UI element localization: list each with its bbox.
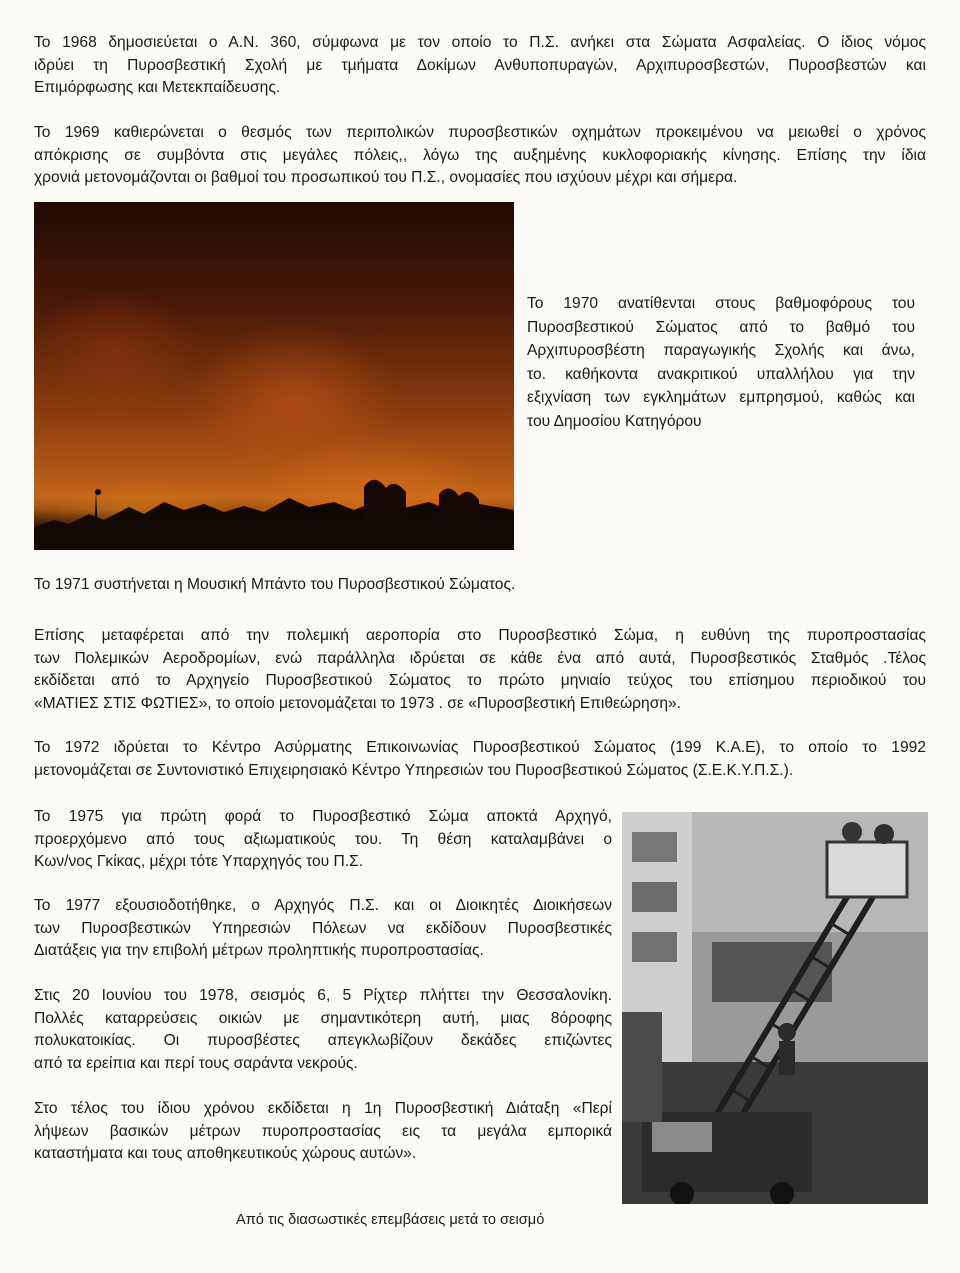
paragraph-1968	[34, 32, 926, 100]
forest-fire-photo	[34, 202, 514, 550]
paragraph-1978	[34, 985, 612, 1075]
line: Στις 20 Ιουνίου του 1978, σεισμός 6, 5 Ρίχτερ πλήττει την Θεσσαλονίκη.	[34, 987, 612, 1004]
line: πολυκατοικίας. Οι πυροσβέστες απεγκλωβίζουν δεκάδες επιζώντες	[34, 1032, 612, 1049]
paragraph-1971	[34, 574, 926, 597]
line: Το 1971 συστήνεται η Μουσική Μπάντο του Πυροσβεστικού Σώματος.	[34, 576, 516, 593]
line: εξιχνίαση των εγκλημάτων εμπρησμού, καθώς και	[527, 389, 915, 406]
line: το. καθήκοντα ανακριτικού υπαλλήλου για την	[527, 365, 915, 383]
line: των Πυροσβεστικών Υπηρεσιών Πόλεων να εκδίδουν Πυροσβεστικές	[34, 919, 612, 937]
line: μετονομάζεται σε Συντονιστικό Επιχειρησιακό Κέντρο Υπηρεσιών του Πυροσβεστικού Σώματος (Σ.Ε.Κ.Υ.Π.Σ.).	[34, 761, 794, 779]
line: των Πολεμικών Αεροδρομίων, ενώ παράλληλα ιδρύεται σε κάθε ένα από αυτά, Πυροσβεστικός Σταθμός .Τέλος	[34, 649, 926, 667]
paragraph-1970	[527, 292, 915, 433]
line: Πολλές καταρρεύσεις οικιών με σημαντικότερη αυτή, μιας 8όροφης	[34, 1009, 612, 1027]
line: καταστήματα και τους αποθηκευτικούς χώρους αυτών».	[34, 1145, 417, 1162]
line: Το 1975 για πρώτη φορά το Πυροσβεστικό Σώμα αποκτά Αρχηγό,	[34, 808, 612, 825]
line: Στο τέλος του ίδιου χρόνου εκδίδεται η 1η Πυροσβεστική Διάταξη «Περί	[34, 1100, 612, 1117]
line: Το 1968 δημοσιεύεται ο Α.Ν. 360, σύμφωνα με τον οποίο το Π.Σ. ανήκει στα Σώματα Ασφαλείας. Ο ίδιος νόμος	[34, 34, 926, 51]
line: λήψεων βασικών μέτρων πυροπροστασίας εις τα μεγάλα εμπορικά	[34, 1122, 612, 1140]
line: από τα ερείπια και περί τους σαράντα νεκρούς.	[34, 1054, 358, 1072]
earthquake-rescue-photo	[622, 812, 928, 1204]
line: Επιμόρφωσης και Μετεκπαίδευσης.	[34, 79, 281, 96]
paragraph-1969	[34, 122, 926, 190]
line: Διατάξεις για την επιβολή μέτρων προληπτικής πυροπροστασίας.	[34, 942, 484, 959]
line: απόκρισης σε συμβόντα στις μεγάλες πόλεις,, λόγω της αυξημένης κυκλοφοριακής κίνησης. Επίσης την ίδια	[34, 146, 926, 164]
line: «ΜΑΤΙΕΣ ΣΤΙΣ ΦΩΤΙΕΣ», το οποίο μετονομάζεται το 1973 . σε «Πυροσβεστική Επιθεώρηση».	[34, 694, 682, 712]
photo-caption: Από τις διασωστικές επεμβάσεις μετά το σεισμό	[236, 1212, 545, 1228]
line: Κων/νος Γκίκας, μέχρι τότε Υπαρχηγός του Π.Σ.	[34, 853, 364, 870]
line: Το 1972 ιδρύεται το Κέντρο Ασύρματης Επικοινωνίας Πυροσβεστικού Σώματος (199 Κ.Α.Ε), το οποίο το 1992	[34, 739, 926, 756]
paragraph-also	[34, 625, 926, 715]
tree-silhouettes	[34, 202, 514, 550]
line: προερχόμενο από τους αξιωματικούς του. Τη θέση καταλαμβάνει ο	[34, 830, 612, 848]
line: Το 1969 καθιερώνεται ο θεσμός των περιπολικών πυροσβεστικών οχημάτων προκειμένου να μειωθεί ο χρόνος	[34, 124, 926, 141]
line: Το 1977 εξουσιοδοτήθηκε, ο Αρχηγός Π.Σ. και οι Διοικητές Διοικήσεων	[34, 897, 612, 914]
line: Πυροσβεστικού Σώματος από το βαθμό του	[527, 318, 915, 336]
line: Το 1970 ανατίθενται στους βαθμοφόρους του	[527, 295, 915, 312]
line: εκδίδεται από το Αρχηγείο Πυροσβεστικού Σώματος το πρώτο μηνιαίο τεύχος του επίσημου περιοδικού του	[34, 672, 926, 689]
rescue-scene-illustration	[622, 812, 928, 1204]
line: ιδρύει τη Πυροσβεστική Σχολή με τμήματα Δοκίμων Ανθυποπυραγών, Αρχιπυροσβεστών, Πυροσβεστών και	[34, 56, 926, 74]
paragraph-1972	[34, 737, 926, 782]
line: χρονιά μετονομάζονται οι βαθμοί του προσωπικού του Π.Σ., ονομασίες που ισχύουν μέχρι και σήμερα.	[34, 169, 738, 186]
line: Επίσης μεταφέρεται από την πολεμική αεροπορία στο Πυροσβεστικό Σώμα, η ευθύνη της πυροπροστασίας	[34, 627, 926, 644]
line: του Δημοσίου Κατηγόρου	[527, 412, 702, 430]
paragraph-1977	[34, 895, 612, 963]
paragraph-1975	[34, 806, 612, 874]
paragraph-regulation	[34, 1098, 612, 1166]
line: Αρχιπυροσβέστη παραγωγικής Σχολής και άνω,	[527, 342, 915, 359]
